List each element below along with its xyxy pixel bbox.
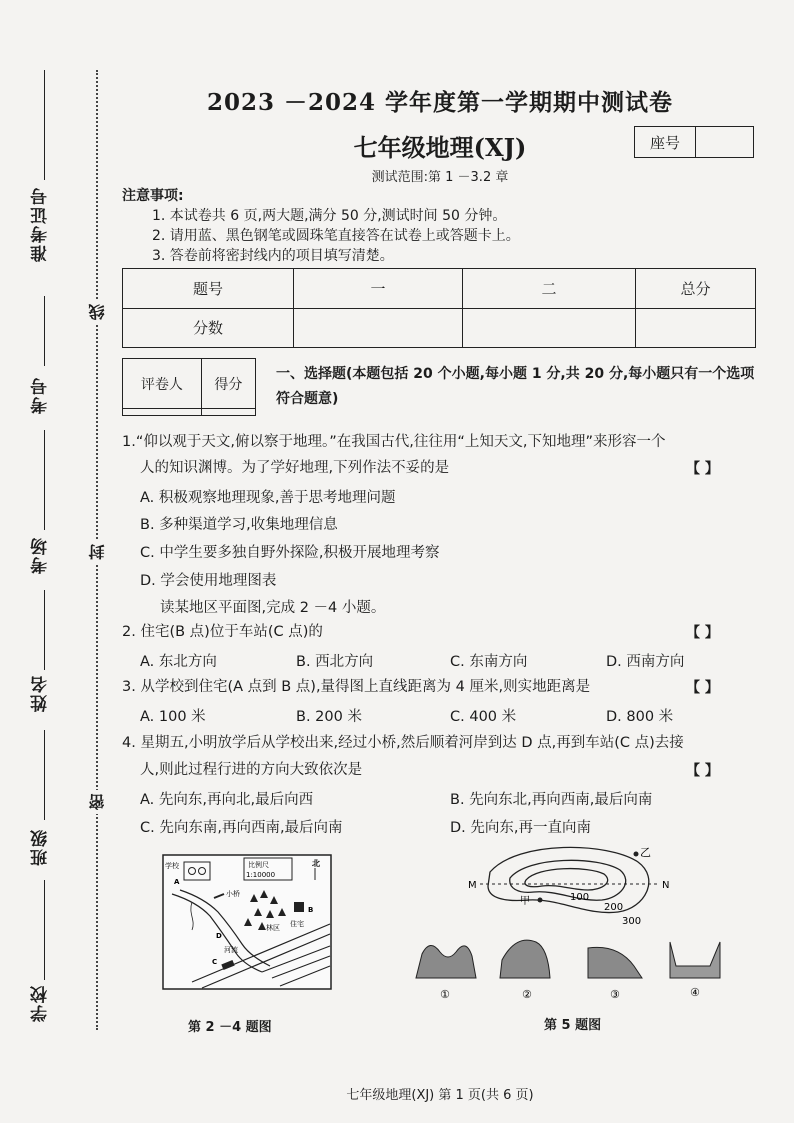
intro-2-4: 读某地区平面图,完成 2 －4 小题。 — [160, 600, 386, 616]
binding-line — [44, 590, 45, 670]
map-scale-title: 比例尺 — [248, 861, 269, 869]
score-cell[interactable] — [636, 308, 756, 348]
binding-line — [44, 430, 45, 530]
score-row-label: 分数 — [123, 308, 294, 348]
map-scale-value: 1:10000 — [246, 871, 276, 879]
label-exam-room: 考场 — [31, 536, 51, 574]
score-cell[interactable] — [463, 308, 636, 348]
contour-label-100: 100 — [570, 892, 590, 903]
q2-answer-bracket[interactable]: 【 】 — [686, 625, 719, 641]
score-header-part1: 一 — [294, 269, 463, 309]
q4-stem-line2: 人,则此过程行进的方向大致依次是 — [140, 762, 363, 778]
exam-range: 测试范围:第 1 －3.2 章 — [371, 170, 509, 185]
score-header-question: 题号 — [123, 269, 294, 309]
label-name: 姓名 — [31, 674, 51, 712]
points-cell[interactable] — [201, 409, 255, 416]
profile-2 — [500, 940, 550, 978]
score-table — [122, 268, 756, 348]
map-point-c: C — [212, 958, 218, 966]
notice-item: 3. 答卷前将密封线内的项目填写清楚。 — [152, 248, 394, 264]
q2-option-d: D. 西南方向 — [606, 654, 685, 670]
contour-label-m: M — [468, 880, 477, 891]
q1-stem-line2: 人的知识渊博。为了学好地理,下列作法不妥的是 — [140, 460, 450, 476]
q4-option-b: B. 先向东北,再向西南,最后向南 — [450, 792, 653, 808]
profile-1 — [416, 945, 476, 978]
q4-option-d: D. 先向东,再一直向南 — [450, 820, 591, 836]
q4-answer-bracket[interactable]: 【 】 — [686, 763, 719, 779]
binding-line — [44, 70, 45, 180]
seat-number-field[interactable] — [696, 127, 753, 157]
section-title: 一、选择题(本题包括 20 个小题,每小题 1 分,共 20 分,每小题只有一个选项符合题意) — [276, 366, 755, 407]
contour-label-200: 200 — [604, 902, 624, 913]
seat-number-box — [634, 126, 754, 158]
profile-3 — [588, 947, 642, 978]
q1-option-d: D. 学会使用地理图表 — [140, 573, 277, 589]
q3-option-c: C. 400 米 — [450, 709, 517, 725]
label-school: 学校 — [31, 984, 51, 1022]
exam-title: 2023 －2024 学年度第一学期期中测试卷 — [206, 89, 674, 116]
grader-header: 评卷人 — [123, 359, 202, 409]
caption-fig-2-4: 第 2 －4 题图 — [188, 1020, 272, 1035]
q1-option-a: A. 积极观察地理现象,善于思考地理问题 — [140, 490, 396, 506]
binding-line — [44, 296, 45, 366]
profile-4 — [670, 942, 720, 978]
notice-heading: 注意事项: — [122, 188, 184, 204]
contour-label-300: 300 — [622, 916, 642, 927]
score-cell[interactable] — [294, 308, 463, 348]
q4-option-a: A. 先向东,再向北,最后向西 — [140, 792, 314, 808]
binding-line — [44, 880, 45, 980]
map-school-label: 学校 — [165, 862, 179, 870]
q4-option-c: C. 先向东南,再向西南,最后向南 — [140, 820, 343, 836]
contour-label-n: N — [662, 880, 670, 891]
map-figure — [162, 854, 332, 990]
map-river-label: 河流 — [224, 946, 238, 954]
seal-char-secret: 密 — [86, 790, 109, 814]
q4-stem-line1: 4. 星期五,小明放学后从学校出来,经过小桥,然后顺着河岸到达 D 点,再到车站(C 点)去接 — [122, 735, 684, 751]
grader-table — [122, 358, 256, 416]
score-header-part2: 二 — [463, 269, 636, 309]
q2-option-a: A. 东北方向 — [140, 654, 217, 670]
map-bridge-label: 小桥 — [226, 890, 240, 898]
q2-option-c: C. 东南方向 — [450, 654, 528, 670]
seal-char-line: 线 — [86, 300, 109, 324]
q3-option-a: A. 100 米 — [140, 709, 206, 725]
q3-stem: 3. 从学校到住宅(A 点到 B 点),量得图上直线距离为 4 厘米,则实地距离是 — [122, 679, 591, 695]
q1-answer-bracket[interactable]: 【 】 — [686, 461, 719, 477]
profile-1-label: ① — [440, 988, 450, 1001]
q3-option-b: B. 200 米 — [296, 709, 362, 725]
seat-label: 座号 — [635, 127, 696, 157]
contour-figure — [408, 838, 738, 1008]
map-point-b: B — [308, 906, 314, 914]
seal-char-seal: 封 — [86, 540, 109, 564]
caption-fig-5: 第 5 题图 — [544, 1018, 602, 1033]
points-header: 得分 — [201, 359, 255, 409]
profile-2-label: ② — [522, 988, 532, 1001]
q1-option-b: B. 多种渠道学习,收集地理信息 — [140, 517, 338, 533]
score-header-total: 总分 — [636, 269, 756, 309]
notice-item: 2. 请用蓝、黑色钢笔或圆珠笔直接答在试卷上或答题卡上。 — [152, 228, 520, 244]
q2-stem: 2. 住宅(B 点)位于车站(C 点)的 — [122, 624, 323, 640]
q3-option-d: D. 800 米 — [606, 709, 674, 725]
exam-subtitle: 七年级地理(XJ) — [353, 133, 527, 162]
profile-3-label: ③ — [610, 988, 620, 1001]
q3-answer-bracket[interactable]: 【 】 — [686, 680, 719, 696]
notice-item: 1. 本试卷共 6 页,两大题,满分 50 分,测试时间 50 分钟。 — [152, 208, 507, 224]
map-house-label: 住宅 — [290, 920, 304, 928]
q2-option-b: B. 西北方向 — [296, 654, 374, 670]
binding-line — [44, 730, 45, 820]
map-north-label: 北 — [312, 859, 320, 868]
map-point-a: A — [174, 878, 180, 886]
label-ticket-number: 准考证号 — [31, 186, 51, 262]
map-point-d: D — [216, 932, 222, 940]
contour-label-jia: 甲 — [520, 896, 530, 907]
q1-stem-line1: 1.“仰以观于天文,俯以察于地理。”在我国古代,往往用“上知天文,下知地理”来形容一个 — [122, 434, 666, 450]
profile-4-label: ④ — [690, 986, 700, 999]
page-footer: 七年级地理(XJ) 第 1 页(共 6 页) — [346, 1088, 534, 1103]
grader-cell[interactable] — [123, 409, 202, 416]
notice-block — [122, 186, 520, 266]
label-exam-number: 考号 — [31, 376, 51, 414]
contour-label-yi: 乙 — [640, 846, 651, 859]
label-class: 班级 — [31, 828, 51, 866]
q1-option-c: C. 中学生要多独自野外探险,积极开展地理考察 — [140, 545, 440, 561]
map-forest-label: 林区 — [266, 924, 280, 932]
